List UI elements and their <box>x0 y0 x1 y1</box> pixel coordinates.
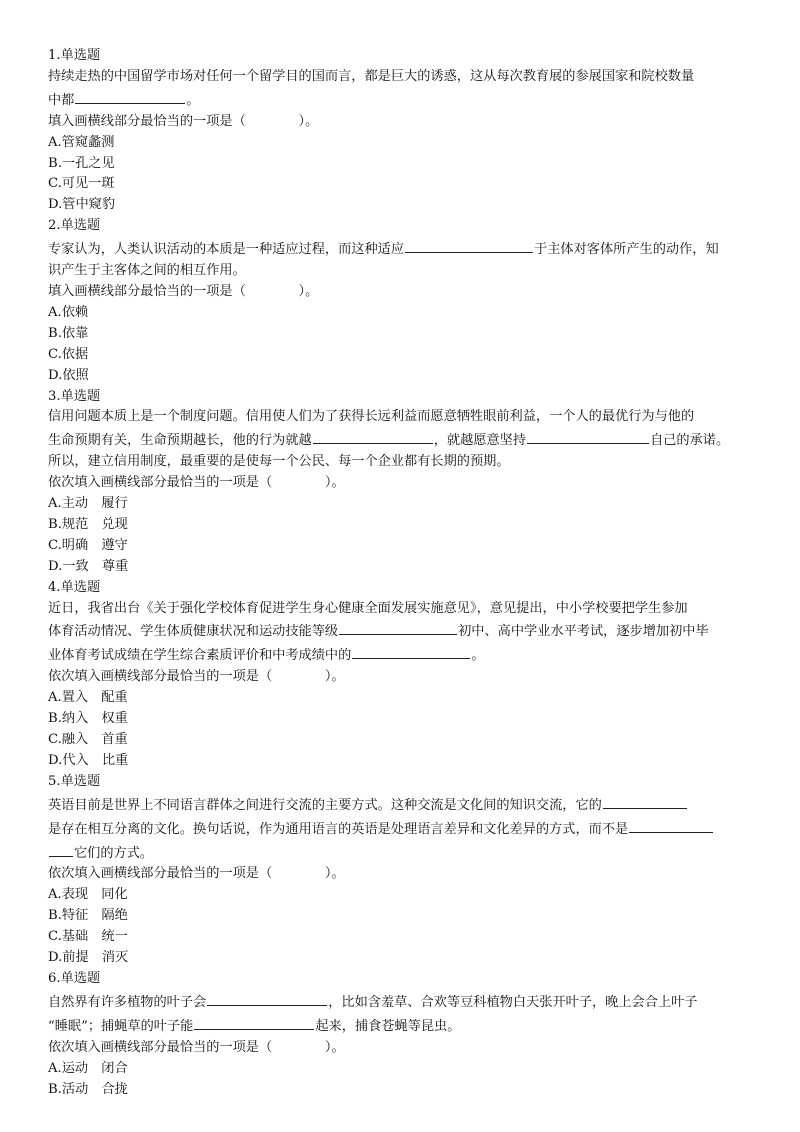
question-stem-line <box>48 237 760 261</box>
answer-option[interactable]: B.纳入 权重 <box>48 711 128 727</box>
stem-text: 自己的承诺。 <box>650 433 730 449</box>
answer-option[interactable]: B.依靠 <box>48 325 89 341</box>
answer-option[interactable]: A.主动 履行 <box>48 496 128 512</box>
question-stem-line <box>48 452 760 473</box>
answer-blank <box>313 428 433 444</box>
question-header: 2.单选题 <box>48 218 101 234</box>
question-header: 4.单选题 <box>48 579 101 595</box>
answer-blank <box>339 619 457 635</box>
stem-text: 体育活动情况、学生体质健康状况和运动技能等级 <box>48 624 339 640</box>
answer-option[interactable]: C.可见一斑 <box>48 176 115 192</box>
stem-text: 。 <box>471 648 485 664</box>
answer-blank <box>405 237 533 253</box>
stem-text: 所以，建立信用制度，最重要的是使每一个公民、每一个企业都有长期的预期。 <box>48 454 510 470</box>
question-block <box>48 578 760 772</box>
stem-text: 持续走热的中国留学市场对任何一个留学目的国而言，都是巨大的诱惑，这从每次教育展的参展国家和院校数量 <box>48 68 695 84</box>
stem-text: 中都 <box>48 92 75 108</box>
question-header: 5.单选题 <box>48 773 101 789</box>
stem-text: 英语目前是世界上不同语言群体之间进行交流的主要方式。这种交流是文化间的知识交流，它的 <box>48 797 602 813</box>
question-stem-line <box>48 67 760 88</box>
question-stem-line <box>48 261 760 282</box>
question-stem-line <box>48 817 760 841</box>
answer-option[interactable]: A.表现 同化 <box>48 887 128 903</box>
stem-text: “睡眠”；捕蝇草的叶子能 <box>48 1018 194 1034</box>
stem-text: 起来，捕食苍蝇等昆虫。 <box>315 1018 461 1034</box>
question-prompt: 依次填入画横线部分最恰当的一项是（ ）。 <box>48 1039 345 1055</box>
stem-text: 业体育考试成绩在学生综合素质评价和中考成绩中的 <box>48 648 352 664</box>
question-stem-line <box>48 1014 760 1038</box>
question-stem-line <box>48 841 760 865</box>
answer-option[interactable]: D.管中窥豹 <box>48 197 116 213</box>
answer-blank <box>352 643 470 659</box>
question-header: 6.单选题 <box>48 970 101 986</box>
answer-blank <box>629 817 713 833</box>
question-header: 1.单选题 <box>48 48 101 63</box>
answer-option[interactable]: A.运动 闭合 <box>48 1060 128 1076</box>
answer-blank <box>194 1014 314 1030</box>
question-stem-line <box>48 407 760 428</box>
stem-text: 识产生于主客体之间的相互作用。 <box>48 263 246 279</box>
answer-option[interactable]: B.特征 隔绝 <box>48 908 128 924</box>
answer-option[interactable]: C.基础 统一 <box>48 929 128 945</box>
question-header: 3.单选题 <box>48 388 101 404</box>
answer-option[interactable]: D.依照 <box>48 367 89 383</box>
stem-text: 近日，我省出台《关于强化学校体育促进学生身心健康全面发展实施意见》，意见提出，中小学校要把学生参加 <box>48 600 688 616</box>
question-prompt: 依次填入画横线部分最恰当的一项是（ ）。 <box>48 669 345 685</box>
stem-text: ，就越愿意坚持 <box>433 433 527 449</box>
answer-option[interactable]: C.融入 首重 <box>48 732 128 747</box>
question-stem-line <box>48 619 760 643</box>
answer-option[interactable]: C.明确 遵守 <box>48 537 128 553</box>
stem-text: 它们的方式。 <box>74 845 154 861</box>
answer-option[interactable]: A.依赖 <box>48 304 89 320</box>
stem-text: 自然界有许多植物的叶子会 <box>48 994 207 1010</box>
answer-blank <box>75 88 185 104</box>
question-stem-line <box>48 793 760 817</box>
answer-option[interactable]: D.前提 消灭 <box>48 950 129 966</box>
answer-option[interactable]: D.代入 比重 <box>48 752 129 768</box>
answer-option[interactable]: A.置入 配重 <box>48 690 128 706</box>
answer-blank <box>49 841 73 857</box>
question-prompt: 依次填入画横线部分最恰当的一项是（ ）。 <box>48 866 345 882</box>
question-stem-line <box>48 990 760 1014</box>
question-block <box>48 387 760 578</box>
answer-option[interactable]: B.一孔之见 <box>48 155 115 171</box>
answer-blank <box>207 990 327 1006</box>
exam-page <box>48 46 760 1100</box>
question-prompt: 填入画横线部分最恰当的一项是（ ）。 <box>48 113 319 129</box>
question-block <box>48 216 760 386</box>
answer-option[interactable]: C.依据 <box>48 346 89 362</box>
answer-blank <box>603 793 687 809</box>
stem-text: 。 <box>186 92 200 108</box>
answer-option[interactable]: B.规范 兑现 <box>48 516 128 532</box>
question-prompt: 依次填入画横线部分最恰当的一项是（ ）。 <box>48 475 345 491</box>
question-stem-line <box>48 599 760 620</box>
stem-text: 专家认为，人类认识活动的本质是一种适应过程，而这种适应 <box>48 242 405 258</box>
question-block <box>48 772 760 969</box>
stem-text: 是存在相互分离的文化。换句话说，作为通用语言的英语是处理语言差异和文化差异的方式，而不是 <box>48 821 629 837</box>
stem-text: 生命预期有关，生命预期越长，他的行为就越 <box>48 433 312 449</box>
answer-option[interactable]: B.活动 合拢 <box>48 1081 128 1097</box>
answer-option[interactable]: A.管窥蠡测 <box>48 134 115 150</box>
question-stem-line <box>48 643 760 667</box>
stem-text: 于主体对客体所产生的动作，知 <box>534 242 719 258</box>
stem-text: ，比如含羞草、合欢等豆科植物白天张开叶子，晚上会合上叶子 <box>328 994 698 1010</box>
question-block <box>48 46 760 216</box>
question-stem-line <box>48 88 760 112</box>
stem-text: 初中、高中学业水平考试，逐步增加初中毕 <box>458 624 709 640</box>
question-prompt: 填入画横线部分最恰当的一项是（ ）。 <box>48 283 319 299</box>
answer-blank <box>527 428 649 444</box>
question-block <box>48 969 760 1100</box>
question-stem-line <box>48 428 760 452</box>
stem-text: 信用问题本质上是一个制度问题。信用使人们为了获得长远利益而愿意牺牲眼前利益，一个人的最优行为与他的 <box>48 409 695 425</box>
answer-option[interactable]: D.一致 尊重 <box>48 558 129 574</box>
